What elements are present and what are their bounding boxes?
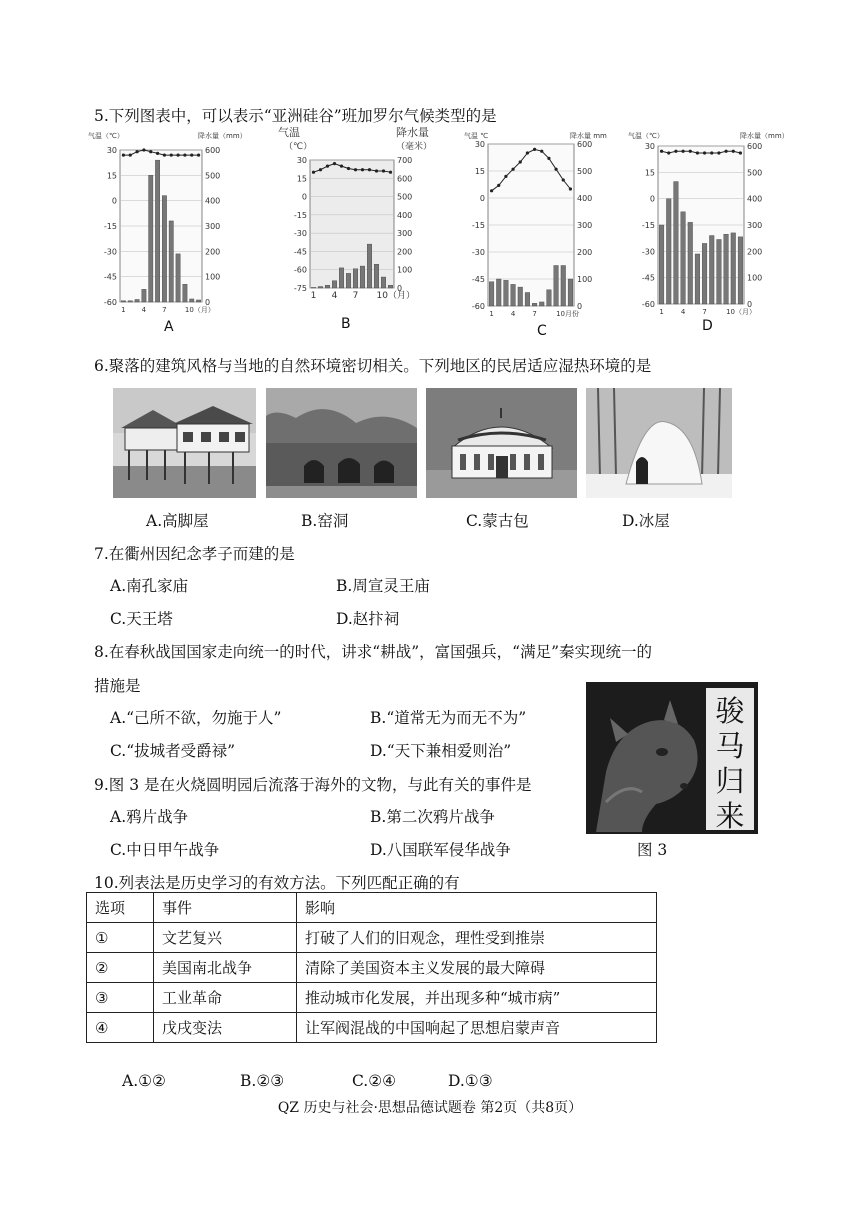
temperature-point	[511, 168, 514, 171]
climate-chart-c	[462, 126, 612, 318]
temperature-point	[526, 151, 529, 154]
temp-tick-label: -15	[471, 221, 485, 230]
precip-bar	[489, 282, 494, 306]
temperature-point	[163, 153, 166, 156]
temperature-point	[724, 150, 727, 153]
precip-bar	[196, 300, 200, 302]
precip-bar	[318, 287, 322, 288]
table-header-cell: 选项	[87, 893, 154, 923]
temperature-point	[190, 153, 193, 156]
precip-bar	[155, 160, 159, 302]
temperature-point	[375, 169, 378, 172]
precip-bar	[135, 299, 139, 302]
temperature-point	[142, 148, 145, 151]
table-cell: 让军阀混战的中国响起了思想启蒙声音	[297, 1013, 657, 1043]
q6-option-d: D.冰屋	[622, 512, 670, 530]
temperature-point	[710, 151, 713, 154]
cave-dwelling-photo	[266, 388, 417, 498]
precip-bar	[688, 222, 693, 304]
precip-bar	[367, 244, 371, 288]
precip-bar	[568, 279, 573, 306]
precip-bar	[547, 290, 552, 306]
precip-bar	[128, 301, 132, 302]
table-cell: 打破了人们的旧观念，理性受到推崇	[297, 923, 657, 953]
temp-tick-label: 0	[479, 194, 485, 203]
temperature-point	[129, 153, 132, 156]
temperature-point	[547, 157, 550, 160]
temperature-point	[703, 151, 706, 154]
precip-tick-label: 600	[205, 146, 221, 155]
temp-tick-label: -30	[471, 248, 485, 257]
precip-tick-label: 100	[397, 265, 413, 275]
yurt-photo	[426, 388, 577, 498]
temperature-point	[389, 171, 392, 174]
page-footer: QZ 历史与社会·思想品德试题卷 第2页（共8页）	[277, 1100, 583, 1116]
temp-tick-label: -45	[471, 275, 485, 284]
precip-axis-title: 降水量	[396, 126, 429, 139]
precip-bar	[121, 301, 125, 302]
temp-tick-label: 30	[106, 146, 117, 155]
temp-tick-label: -15	[103, 222, 117, 231]
table-header-cell: 影响	[297, 893, 657, 923]
temp-tick-label: -15	[293, 210, 307, 220]
q7-option-a: A.南孔家庙	[110, 577, 189, 595]
precip-bar	[532, 303, 537, 306]
precip-tick-label: 0	[397, 284, 403, 293]
temperature-point	[569, 187, 572, 190]
temperature-point	[347, 167, 350, 170]
temperature-point	[326, 164, 329, 167]
precip-bar	[339, 268, 343, 288]
q8-question-line1: 8.在春秋战国国家走向统一的时代，讲求“耕战”，富国强兵，“满足”秦实现统一的	[94, 643, 652, 661]
table-row	[87, 983, 657, 1013]
month-tick-label: 4	[510, 310, 516, 318]
q8-question-line2: 措施是	[94, 677, 141, 695]
precip-bar	[724, 234, 729, 304]
temperature-point	[717, 151, 720, 154]
temp-tick-label: 0	[301, 192, 307, 202]
month-tick-label: 4	[331, 291, 338, 301]
precip-bar	[554, 266, 559, 307]
q10-option-d: D.①③	[448, 1072, 493, 1090]
temp-tick-label: 15	[296, 174, 307, 184]
temp-tick-label: 0	[649, 194, 655, 204]
precip-axis-title: 降水量（mm）	[740, 132, 789, 140]
precip-tick-label: 500	[205, 171, 221, 181]
chart-a-label: A	[164, 319, 174, 335]
table-cell: 推动城市化发展，并出现多种“城市病”	[297, 983, 657, 1013]
temp-tick-label: -30	[103, 247, 117, 257]
temperature-point	[562, 178, 565, 181]
q8-option-c: C.“拔城者受爵禄”	[110, 742, 236, 760]
precip-tick-label: 100	[747, 273, 763, 283]
q6-question: 6.聚落的建筑风格与当地的自然环境密切相关。下列地区的民居适应湿热环境的是	[94, 357, 652, 375]
precip-bar	[162, 196, 166, 302]
table-row	[87, 953, 657, 983]
banner-char: 归	[715, 764, 745, 798]
temp-tick-label: -60	[471, 302, 485, 311]
temperature-point	[170, 153, 173, 156]
temp-tick-label: 30	[296, 156, 307, 165]
temp-tick-label: -15	[641, 221, 655, 230]
temperature-point	[689, 150, 692, 153]
q10-question: 10.列表法是历史学习的有效方法。下列匹配正确的有	[94, 874, 460, 892]
precip-tick-label: 0	[747, 300, 753, 309]
temp-tick-label: -45	[103, 272, 117, 282]
temp-tick-label: -60	[103, 298, 117, 307]
temperature-point	[732, 150, 735, 153]
precip-bar	[388, 285, 392, 288]
temp-tick-label: -30	[641, 247, 655, 257]
q10-option-b: B.②③	[240, 1072, 285, 1090]
q9-option-b: B.第二次鸦片战争	[370, 808, 495, 826]
precip-tick-label: 500	[747, 168, 763, 178]
precip-bar	[496, 279, 501, 306]
precip-tick-label: 400	[747, 194, 763, 204]
month-tick-label: 1	[310, 291, 317, 301]
temperature-point	[183, 153, 186, 156]
q6-option-c: C.蒙古包	[466, 512, 529, 530]
precip-bar	[731, 233, 736, 304]
temperature-point	[554, 168, 557, 171]
temperature-point	[149, 150, 152, 153]
figure3-caption: 图 3	[637, 841, 668, 859]
precip-tick-label: 400	[577, 194, 593, 203]
q10-option-a: A.①②	[122, 1072, 166, 1090]
precip-tick-label: 0	[205, 298, 211, 307]
temp-axis-title: 气温（℃）	[628, 132, 664, 140]
precip-bar	[738, 237, 743, 304]
precip-bar	[539, 302, 544, 306]
temperature-point	[519, 160, 522, 163]
month-tick-label: 7	[532, 310, 537, 318]
table-cell: 美国南北战争	[154, 953, 297, 983]
precip-bar	[346, 273, 350, 288]
table-cell: ③	[87, 983, 154, 1013]
temp-tick-label: -75	[293, 284, 307, 293]
banner-char: 来	[715, 799, 745, 833]
table-cell: 工业革命	[154, 983, 297, 1013]
table-cell: 清除了美国资本主义发展的最大障碍	[297, 953, 657, 983]
precip-bar	[325, 285, 329, 288]
precip-tick-label: 600	[747, 142, 763, 151]
table-cell: 戊戌变法	[154, 1013, 297, 1043]
q10-table	[86, 892, 657, 1043]
temperature-point	[319, 168, 322, 171]
precip-tick-label: 200	[397, 247, 413, 257]
precip-tick-label: 0	[577, 302, 583, 311]
table-header-cell: 事件	[154, 893, 297, 923]
precip-bar	[142, 289, 146, 302]
q6-option-b: B.窑洞	[301, 512, 349, 530]
precip-tick-label: 500	[397, 192, 413, 202]
figure3-horse-head-image	[586, 682, 758, 834]
precip-bar	[674, 182, 679, 304]
precip-bar	[659, 225, 664, 304]
temp-tick-label: -30	[293, 229, 307, 239]
month-tick-label: 7	[352, 291, 359, 301]
temp-axis-title: 气温	[278, 126, 300, 139]
temperature-point	[361, 168, 364, 171]
temperature-point	[368, 168, 371, 171]
temperature-point	[340, 164, 343, 167]
temp-tick-label: -60	[641, 300, 655, 309]
precip-bar	[311, 287, 315, 288]
precip-axis-unit: （毫米）	[396, 142, 433, 152]
climate-chart-d	[626, 126, 789, 316]
temperature-point	[660, 150, 663, 153]
temperature-point	[122, 153, 125, 156]
month-tick-label: 1	[121, 306, 126, 314]
chart-d-label: D	[702, 318, 713, 334]
temp-tick-label: -45	[641, 273, 655, 283]
month-tick-label: 10（月）	[376, 291, 415, 301]
q9-option-c: C.中日甲午战争	[110, 841, 220, 859]
q9-option-a: A.鸦片战争	[110, 808, 189, 826]
q8-option-a: A.“己所不欲，勿施于人”	[110, 709, 282, 727]
month-tick-label: 1	[489, 310, 494, 318]
precip-tick-label: 300	[747, 221, 763, 230]
temperature-point	[540, 150, 543, 153]
month-tick-label: 7	[702, 308, 707, 316]
precip-tick-label: 200	[205, 247, 221, 257]
temp-tick-label: 0	[111, 196, 117, 206]
q8-option-b: B.“道常无为而无不为”	[370, 709, 527, 727]
temp-tick-label: 15	[474, 167, 485, 176]
temperature-point	[681, 150, 684, 153]
precip-tick-label: 100	[205, 272, 221, 282]
temperature-point	[312, 171, 315, 174]
temperature-point	[504, 175, 507, 178]
table-row	[87, 1013, 657, 1043]
temperature-point	[696, 151, 699, 154]
precip-bar	[190, 299, 194, 302]
precip-bar	[525, 293, 530, 307]
temp-tick-label: 15	[106, 171, 117, 181]
q7-question: 7.在衢州因纪念孝子而建的是	[94, 545, 295, 563]
precip-tick-label: 200	[747, 247, 763, 257]
q7-option-b: B.周宣灵王庙	[336, 577, 430, 595]
temp-axis-unit: （℃）	[284, 142, 313, 152]
temperature-point	[197, 153, 200, 156]
precip-bar	[332, 281, 336, 288]
temp-axis-title: 气温 ℃	[464, 132, 489, 140]
precip-bar	[518, 287, 523, 306]
table-cell: ①	[87, 923, 154, 953]
table-cell: ④	[87, 1013, 154, 1043]
precip-bar	[511, 284, 516, 306]
table-cell: 文艺复兴	[154, 923, 297, 953]
table-header-row	[87, 893, 657, 923]
temperature-point	[156, 152, 159, 155]
precip-bar	[169, 221, 173, 302]
q9-question: 9.图 3 是在火烧圆明园后流落于海外的文物，与此有关的事件是	[94, 776, 532, 794]
chart-b-label: B	[341, 316, 351, 332]
precip-tick-label: 100	[577, 275, 593, 284]
precip-bar	[681, 212, 686, 304]
precip-axis-title: 降水量（mm）	[198, 132, 247, 140]
table-cell: ②	[87, 953, 154, 983]
temperature-point	[739, 151, 742, 154]
temp-tick-label: 30	[474, 140, 485, 149]
month-tick-label: 10月份	[556, 310, 580, 318]
precip-bar	[702, 243, 707, 304]
q9-option-d: D.八国联军侵华战争	[370, 841, 511, 859]
temperature-point	[533, 148, 536, 151]
temp-tick-label: 15	[644, 168, 655, 178]
q7-option-c: C.天王塔	[110, 610, 173, 628]
banner-char: 马	[715, 729, 745, 763]
temperature-point	[497, 184, 500, 187]
temp-tick-label: -60	[293, 265, 307, 275]
temperature-point	[333, 162, 336, 165]
q5-question: 5.下列图表中，可以表示“亚洲硅谷”班加罗尔气候类型的是	[94, 107, 497, 125]
climate-chart-a	[86, 126, 246, 312]
precip-tick-label: 400	[397, 210, 413, 220]
precip-tick-label: 400	[205, 196, 221, 206]
precip-tick-label: 600	[397, 174, 413, 184]
precip-bar	[666, 199, 671, 304]
precip-tick-label: 600	[577, 140, 593, 149]
q10-option-c: C.②④	[352, 1072, 397, 1090]
month-tick-label: 1	[659, 308, 664, 316]
precip-bar	[176, 254, 180, 302]
precip-bar	[561, 266, 566, 307]
climate-chart-b	[276, 126, 438, 312]
precip-tick-label: 300	[205, 222, 221, 231]
precip-bar	[504, 280, 509, 306]
precip-bar	[374, 264, 378, 288]
q7-option-d: D.赵抃祠	[336, 610, 400, 628]
precip-bar	[149, 175, 153, 302]
chart-c-label: C	[537, 323, 547, 339]
temperature-point	[667, 151, 670, 154]
q8-option-d: D.“天下兼相爱则治”	[370, 742, 512, 760]
temperature-point	[490, 189, 493, 192]
precip-tick-label: 300	[397, 229, 413, 239]
q6-option-a: A.高脚屋	[146, 512, 209, 530]
stilt-house-photo	[113, 388, 256, 498]
temperature-point	[135, 150, 138, 153]
temp-tick-label: -45	[293, 247, 307, 257]
month-tick-label: 4	[141, 306, 147, 314]
banner-char: 骏	[715, 694, 745, 728]
precip-bar	[709, 236, 714, 304]
temp-tick-label: 30	[644, 142, 655, 151]
month-tick-label: 10（月）	[184, 306, 215, 314]
precip-bar	[360, 266, 364, 288]
temperature-point	[382, 169, 385, 172]
temperature-point	[176, 153, 179, 156]
precip-bar	[353, 269, 357, 288]
precip-axis-title: 降水量 mm	[570, 132, 607, 140]
precip-tick-label: 500	[577, 167, 593, 176]
precip-tick-label: 700	[397, 156, 413, 165]
month-tick-label: 7	[162, 306, 167, 314]
temperature-point	[354, 168, 357, 171]
precip-tick-label: 300	[577, 221, 593, 230]
month-tick-label: 4	[680, 308, 686, 316]
precip-tick-label: 200	[577, 248, 593, 257]
precip-bar	[381, 277, 385, 288]
table-row	[87, 923, 657, 953]
precip-bar	[717, 239, 722, 304]
temperature-point	[674, 150, 677, 153]
temp-axis-title: 气温（℃）	[88, 132, 124, 140]
precip-bar	[183, 284, 187, 302]
igloo-photo	[586, 388, 732, 498]
precip-bar	[695, 254, 700, 304]
month-tick-label: 10（月）	[726, 308, 757, 316]
